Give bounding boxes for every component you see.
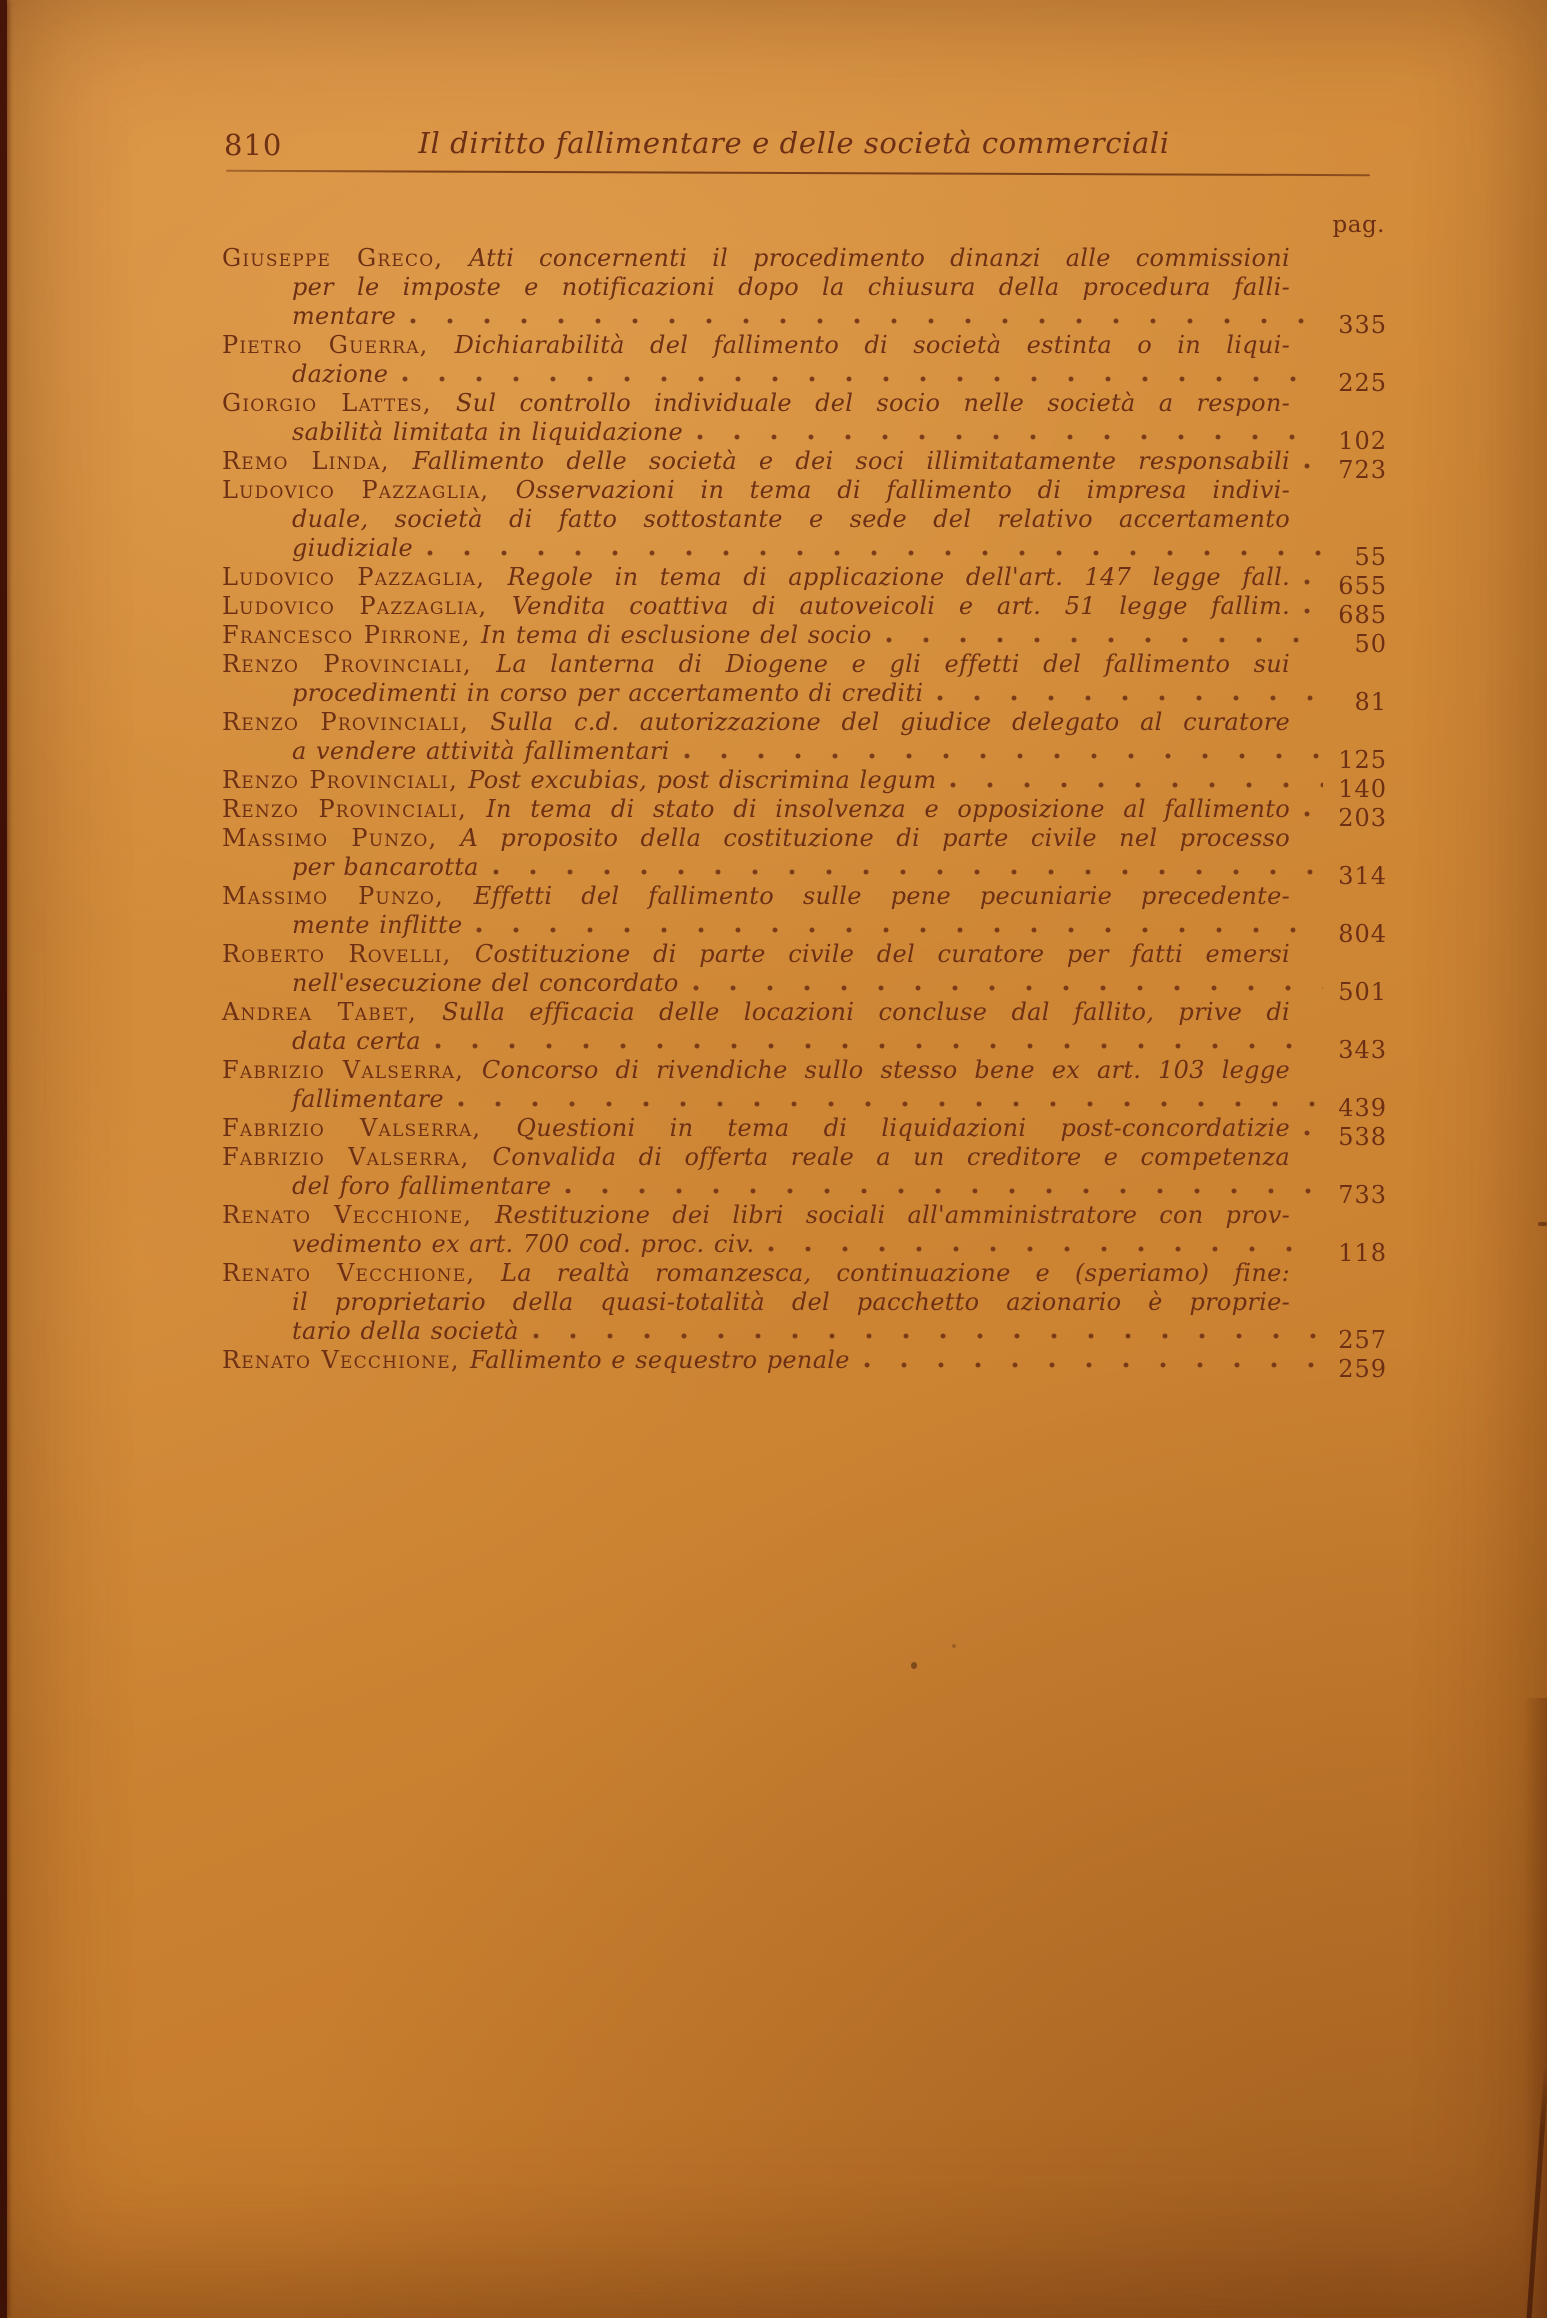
- toc-line: [292, 273, 1290, 302]
- toc-line: [292, 1230, 1387, 1267]
- toc-title: Fallimento e sequestro penale: [469, 1346, 850, 1374]
- toc-author: Massimo Punzo,: [222, 824, 461, 852]
- toc-line: [222, 766, 1387, 803]
- toc-line-text: [292, 505, 1290, 533]
- toc-author: Fabrizio Valserra,: [222, 1143, 493, 1171]
- dot-leader: [435, 1042, 1323, 1050]
- toc-line-text: [222, 1143, 1290, 1171]
- toc-line: [292, 1317, 1387, 1354]
- toc-author: Renato Vecchione,: [222, 1201, 496, 1229]
- toc-line-text: [292, 969, 679, 998]
- toc-line: [292, 360, 1387, 397]
- dot-leader: [937, 694, 1323, 702]
- toc-entries: [222, 244, 1387, 1383]
- page-edge-mark: [1538, 1222, 1547, 1226]
- toc-title: Sulla efficacia delle locazioni concluse dal fallito, prive di: [442, 998, 1290, 1026]
- toc-line: [222, 998, 1290, 1027]
- dot-leader: [565, 1187, 1323, 1195]
- toc-page-number: 733: [1338, 1181, 1387, 1209]
- toc-title: Questioni in tema di liquidazioni post-concordatizie: [516, 1114, 1290, 1142]
- running-head: [222, 126, 1366, 170]
- toc-line-text: [222, 621, 872, 650]
- toc-line: [292, 737, 1387, 774]
- toc-title: Dichiarabilità del fallimento di società estinta o in liqui-: [454, 331, 1290, 359]
- toc-title: La realtà romanzesca, continuazione e (speriamo) fine:: [501, 1259, 1290, 1287]
- toc-title: procedimenti in corso per accertamento di crediti: [292, 679, 924, 707]
- toc-line: [292, 969, 1387, 1006]
- toc-title: Vendita coattiva di autoveicoli e art. 51 legge fallim.: [511, 592, 1290, 620]
- dot-leader: [864, 1361, 1323, 1369]
- toc-line: [222, 795, 1387, 832]
- toc-title: Effetti del fallimento sulle pene pecuniarie precedente-: [473, 882, 1290, 910]
- toc-title: Fallimento delle società e dei soci illimitatamente responsabili: [412, 447, 1291, 475]
- toc-author: Renzo Provinciali,: [222, 650, 497, 678]
- toc-line-text: [292, 679, 923, 708]
- toc-line: [222, 331, 1290, 360]
- toc-author: Pietro Guerra,: [222, 331, 455, 359]
- toc-line: [292, 911, 1387, 948]
- toc-line-text: [222, 882, 1290, 910]
- toc-title: per bancarotta: [292, 853, 479, 881]
- toc-title: per le imposte e notificazioni dopo la chiusura della procedura falli-: [292, 273, 1290, 301]
- toc-author: Ludovico Pazzaglia,: [222, 563, 508, 591]
- page-right-edge-shade: [1523, 1698, 1547, 2318]
- toc-title: A proposito della costituzione di parte civile nel processo: [460, 824, 1290, 852]
- toc-line: [222, 1143, 1290, 1172]
- toc-line-text: [222, 795, 1290, 824]
- toc-author: Roberto Rovelli,: [222, 940, 475, 968]
- toc-line: [222, 621, 1387, 658]
- toc-line: [292, 1172, 1387, 1209]
- toc-page-number: 343: [1338, 1036, 1387, 1064]
- toc-line-text: [292, 1317, 519, 1346]
- toc-line-text: [292, 737, 670, 766]
- toc-title: Atti concernenti il procedimento dinanzi alle commissioni: [469, 244, 1290, 272]
- toc-line-text: [292, 418, 683, 447]
- toc-page-number: 335: [1338, 311, 1387, 339]
- toc-line-text: [222, 1346, 850, 1375]
- toc-page-number: 81: [1354, 688, 1387, 716]
- dot-leader: [693, 984, 1323, 992]
- toc-line-text: [222, 824, 1290, 852]
- toc-page-number: 203: [1338, 804, 1387, 832]
- toc-line: [222, 708, 1290, 737]
- toc-title: giudiziale: [292, 534, 414, 562]
- toc-line: [222, 1201, 1290, 1230]
- dot-leader: [427, 549, 1323, 557]
- toc-title: Post excubias, post discrimina legum: [468, 766, 937, 794]
- toc-title: fallimentare: [292, 1085, 444, 1113]
- toc-line: [222, 592, 1387, 629]
- journal-title: Il diritto fallimentare e delle società commerciali: [418, 126, 1170, 160]
- toc-line-text: [292, 1027, 421, 1056]
- page-column-label: pag.: [1332, 212, 1385, 238]
- dot-leader: [458, 1100, 1323, 1108]
- toc-line-text: [222, 1259, 1290, 1287]
- toc-title: In tema di stato di insolvenza e opposizione al fallimento: [486, 795, 1290, 823]
- toc-line-text: [292, 1172, 551, 1201]
- toc-line-text: [292, 853, 479, 882]
- toc-page-number: 225: [1338, 369, 1387, 397]
- dot-leader: [1304, 578, 1323, 586]
- toc-line: [292, 679, 1387, 716]
- toc-title: duale, società di fatto sottostante e sede del relativo accertamento: [292, 505, 1290, 533]
- toc-line-text: [292, 1288, 1290, 1316]
- toc-title: Convalida di offerta reale a un creditore e competenza: [492, 1143, 1290, 1171]
- toc-author: Andrea Tabet,: [222, 998, 443, 1026]
- toc-title: a vendere attività fallimentari: [292, 737, 670, 765]
- toc-page-number: 140: [1338, 775, 1387, 803]
- toc-line-text: [222, 331, 1290, 359]
- toc-line-text: [222, 563, 1290, 592]
- toc-author: Fabrizio Valserra,: [222, 1114, 517, 1142]
- toc-line: [292, 1085, 1387, 1122]
- toc-page-number: 501: [1338, 978, 1387, 1006]
- toc-line-text: [292, 1085, 444, 1114]
- dot-leader: [1304, 1129, 1323, 1137]
- dot-leader: [410, 317, 1323, 325]
- toc-line-text: [222, 389, 1290, 417]
- toc-author: Ludovico Pazzaglia,: [222, 476, 516, 504]
- toc-title: dazione: [292, 360, 389, 388]
- toc-line: [292, 1027, 1387, 1064]
- dot-leader: [402, 375, 1323, 383]
- toc-line-text: [222, 1201, 1290, 1229]
- toc-line-text: [222, 1114, 1290, 1143]
- dot-leader: [1304, 462, 1323, 470]
- toc-title: In tema di esclusione del socio: [480, 621, 872, 649]
- book-page-number: 810: [224, 128, 283, 162]
- toc-line-text: [222, 447, 1290, 476]
- toc-title: vedimento ex art. 700 cod. proc. civ.: [292, 1230, 755, 1258]
- toc-line: [222, 389, 1290, 418]
- toc-line: [292, 418, 1387, 455]
- toc-title: tario della società: [292, 1317, 519, 1345]
- toc-line: [222, 1346, 1387, 1383]
- toc-line-text: [222, 1056, 1290, 1084]
- toc-title: La lanterna di Diogene e gli effetti del fallimento sui: [496, 650, 1290, 678]
- toc-title: Regole in tema di applicazione dell'art. 147 legge fall.: [507, 563, 1291, 591]
- toc-line: [222, 1056, 1290, 1085]
- toc-author: Renato Vecchione,: [222, 1346, 470, 1374]
- toc-author: Renzo Provinciali,: [222, 766, 469, 794]
- toc-page-number: 538: [1338, 1123, 1387, 1151]
- toc-line-text: [222, 476, 1290, 504]
- toc-line: [222, 824, 1290, 853]
- toc-line: [222, 882, 1290, 911]
- toc-page-number: 804: [1338, 920, 1387, 948]
- toc-line: [222, 940, 1290, 969]
- dot-leader: [697, 433, 1323, 441]
- paper-speck: [952, 1644, 956, 1648]
- toc-line: [222, 476, 1290, 505]
- dot-leader: [950, 781, 1323, 789]
- header-rule: [226, 170, 1370, 176]
- toc-title: Costituzione di parte civile del curatore per fatti emersi: [474, 940, 1290, 968]
- dot-leader: [533, 1332, 1323, 1340]
- toc-author: Remo Linda,: [222, 447, 413, 475]
- toc-author: Ludovico Pazzaglia,: [222, 592, 512, 620]
- toc-title: Sul controllo individuale del socio nelle società a respon-: [455, 389, 1290, 417]
- toc-line-text: [222, 940, 1290, 968]
- toc-line: [222, 244, 1290, 273]
- toc-page-number: 50: [1354, 630, 1387, 658]
- toc-page-number: 125: [1338, 746, 1387, 774]
- paper-speck: [911, 1662, 917, 1669]
- toc-line-text: [292, 1230, 754, 1259]
- toc-line: [222, 447, 1387, 484]
- toc-author: Renato Vecchione,: [222, 1259, 502, 1287]
- toc-line: [292, 302, 1387, 339]
- toc-title: data certa: [292, 1027, 421, 1055]
- toc-line-text: [292, 302, 396, 331]
- toc-line: [222, 1259, 1290, 1288]
- toc-line: [292, 534, 1387, 571]
- toc-author: Giorgio Lattes,: [222, 389, 456, 417]
- toc-line-text: [222, 650, 1290, 678]
- dot-leader: [768, 1245, 1323, 1253]
- toc-line-text: [222, 998, 1290, 1026]
- toc-line-text: [292, 360, 388, 389]
- toc-page-number: 55: [1354, 543, 1387, 571]
- toc-line-text: [222, 766, 936, 795]
- dot-leader: [493, 868, 1323, 876]
- toc-line-text: [222, 708, 1290, 736]
- toc-title: mente inflitte: [292, 911, 463, 939]
- toc-title: Sulla c.d. autorizzazione del giudice delegato al curatore: [490, 708, 1291, 736]
- toc-line: [292, 1288, 1290, 1317]
- toc-line: [292, 853, 1387, 890]
- dot-leader: [684, 752, 1323, 760]
- toc-line-text: [222, 244, 1290, 272]
- toc-title: mentare: [292, 302, 397, 330]
- toc-page-number: 655: [1338, 572, 1387, 600]
- toc-author: Renzo Provinciali,: [222, 795, 487, 823]
- toc-page-number: 257: [1338, 1326, 1387, 1354]
- toc-author: Giuseppe Greco,: [222, 244, 469, 272]
- toc-page-number: 723: [1338, 456, 1387, 484]
- page-left-edge-shadow: [0, 0, 7, 2318]
- toc-title: nell'esecuzione del concordato: [292, 969, 679, 997]
- toc-title: Concorso di rivendiche sullo stesso bene ex art. 103 legge: [481, 1056, 1291, 1084]
- toc-author: Fabrizio Valserra,: [222, 1056, 482, 1084]
- toc-line: [292, 505, 1290, 534]
- toc-title: Restituzione dei libri sociali all'amministratore con prov-: [495, 1201, 1290, 1229]
- toc-line: [222, 563, 1387, 600]
- dot-leader: [886, 636, 1323, 644]
- toc-author: Renzo Provinciali,: [222, 708, 491, 736]
- toc-title: il proprietario della quasi-totalità del pacchetto azionario è proprie-: [292, 1288, 1290, 1316]
- toc-line-text: [292, 911, 462, 940]
- toc-title: Osservazioni in tema di fallimento di impresa indivi-: [515, 476, 1290, 504]
- toc-line-text: [292, 534, 413, 563]
- toc-author: Francesco Pirrone,: [222, 621, 481, 649]
- toc-line-text: [292, 273, 1290, 301]
- toc-title: sabilità limitata in liquidazione: [292, 418, 684, 446]
- toc-line: [222, 1114, 1387, 1151]
- dot-leader: [1304, 607, 1323, 615]
- toc-page-number: 259: [1338, 1355, 1387, 1383]
- toc-title: del foro fallimentare: [292, 1172, 552, 1200]
- toc-line: [222, 650, 1290, 679]
- dot-leader: [476, 926, 1323, 934]
- dot-leader: [1304, 810, 1323, 818]
- toc-line-text: [222, 592, 1290, 621]
- toc-page-number: 685: [1338, 601, 1387, 629]
- toc-page-number: 102: [1338, 427, 1387, 455]
- toc-page-number: 314: [1338, 862, 1387, 890]
- toc-author: Massimo Punzo,: [222, 882, 474, 910]
- toc-page-number: 439: [1338, 1094, 1387, 1122]
- toc-page-number: 118: [1338, 1239, 1387, 1267]
